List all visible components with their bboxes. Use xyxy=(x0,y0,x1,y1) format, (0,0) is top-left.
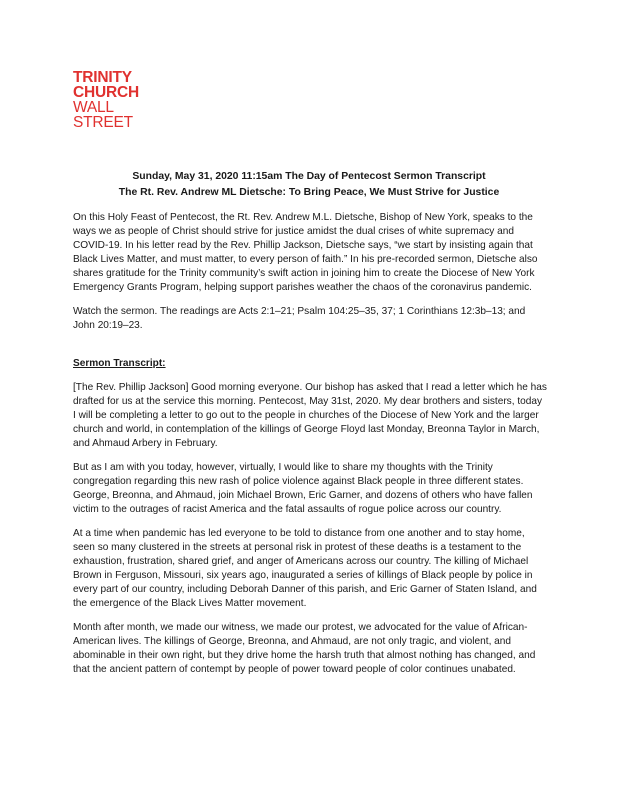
logo-line-trinity: TRINITY xyxy=(73,69,132,86)
transcript-paragraph-4: Month after month, we made our witness, we made our protest, we advocated for the value of African-American lives. The killings of George, Breonna, and Ahmaud, are not only tragic, and violent, and abominable in their own right, but they drive home the harsh truth that almost nothing has changed, and that the ancient pattern of contempt by people of power toward people of color continues unabated. xyxy=(73,622,536,675)
logo-line-street: STREET xyxy=(73,114,133,131)
transcript-paragraph-3: At a time when pandemic has led everyone to be told to distance from one another and to stay home, seen so many clustered in the streets at personal risk in protest of these deaths is a testament to the exhaustion, frustration, shared grief, and anger of Americans across our country. The killing of Michael Brown in Ferguson, Missouri, six years ago, inaugurated a series of killings of Black people by police in every part of our country, including Deborah Danner of this parish, and Eric Garner of Staten Island, and the emergence of the Black Lives Matter movement. xyxy=(73,528,537,609)
logo-line-church: CHURCH xyxy=(73,84,139,101)
document-title xyxy=(73,169,545,201)
logo-line-wall: WALL xyxy=(73,99,114,116)
document-body xyxy=(73,211,547,687)
title-line-date: Sunday, May 31, 2020 11:15am The Day of Pentecost Sermon Transcript xyxy=(132,171,486,182)
transcript-paragraph-2: But as I am with you today, however, virtually, I would like to share my thoughts with the Trinity congregation regarding this new rash of police violence against Black people in three different states. George, Breonna, and Ahmaud, join Michael Brown, Eric Garner, and dozens of others who have fallen victim to the outrages of racist America and the fatal assaults of rogue police across our country. xyxy=(73,462,533,515)
title-line-sermon: The Rt. Rev. Andrew ML Dietsche: To Bring Peace, We Must Strive for Justice xyxy=(118,187,500,198)
trinity-church-wall-street-logo xyxy=(73,70,139,130)
transcript-heading: Sermon Transcript: xyxy=(73,358,166,369)
transcript-paragraph-1: [The Rev. Phillip Jackson] Good morning everyone. Our bishop has asked that I read a letter which he has drafted for us at the service this morning. Pentecost, May 31st, 2020. My dear brothers and sisters, today I will be completing a letter to go out to the people in churches of the Diocese of New York and the larger church and world, in contemplation of the killings of George Floyd last Monday, Breonna Taylor in March, and Ahmaud Arbery in February. xyxy=(73,382,547,449)
intro-paragraph: On this Holy Feast of Pentecost, the Rt. Rev. Andrew M.L. Dietsche, Bishop of New York, speaks to the ways we as people of Christ should strive for justice amidst the dual crises of white supremacy and COVID-19. In his letter read by the Rev. Phillip Jackson, Dietsche says, “we start by insisting again that Black Lives Matter, and must matter, to every person of faith.” In his pre-recorded sermon, Dietsche also shares gratitude for the Trinity community’s swift action in joining him to create the Diocese of New York Emergency Grants Program, helping support parishes weather the chaos of the coronavirus pandemic. xyxy=(73,212,538,293)
readings-paragraph: Watch the sermon. The readings are Acts 2:1–21; Psalm 104:25–35, 37; 1 Corinthians 12:3b–13; and John 20:19–23. xyxy=(73,306,526,331)
